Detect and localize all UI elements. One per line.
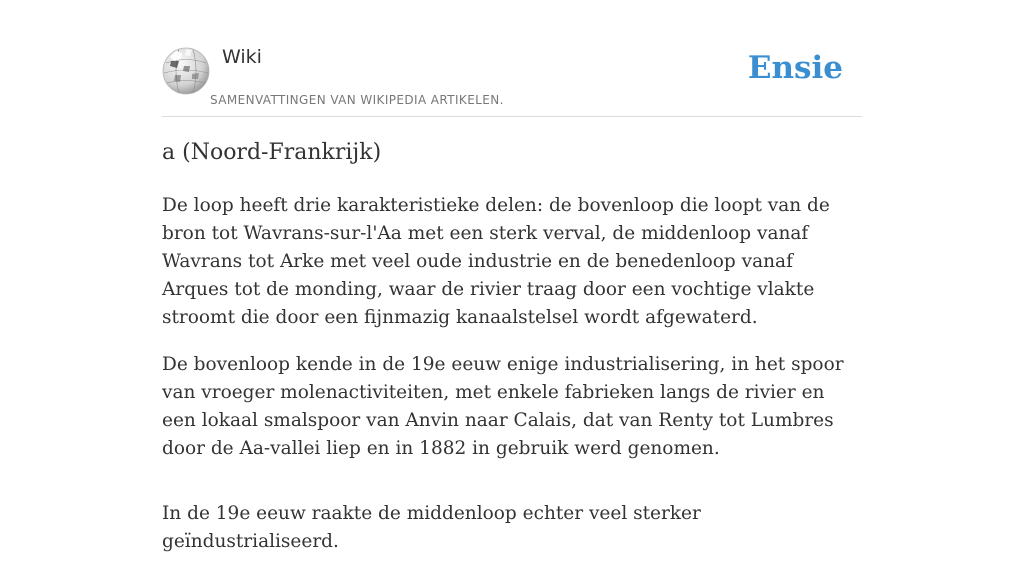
wiki-label[interactable]: Wiki bbox=[222, 46, 262, 68]
site-header bbox=[162, 40, 862, 117]
article-paragraph: De loop heeft drie karakteristieke delen: de bovenloop die loopt van de bron tot Wavrans-sur-l'Aa met een sterk verval, de middenloop vanaf Wavrans tot Arke met veel oude industrie en de benedenloop vanaf Arques tot de monding, waar de rivier traag door een vochtige vlakte stroomt die door een fijnmazig kanaalstelsel wordt afgewaterd. bbox=[162, 195, 830, 328]
wikipedia-globe-icon[interactable] bbox=[162, 47, 210, 95]
article-body bbox=[162, 192, 862, 575]
article-title: a (Noord-Frankrijk) bbox=[162, 140, 382, 165]
article-paragraph: In de 19e eeuw raakte de middenloop echter veel sterker geïndustrialiseerd. bbox=[162, 503, 701, 552]
article-paragraph: De bovenloop kende in de 19e eeuw enige industrialisering, in het spoor van vroeger molenactiviteiten, met enkele fabrieken langs de rivier en een lokaal smalspoor van Anvin naar Calais, dat van Renty tot Lumbres door de Aa-vallei liep en in 1882 in gebruik werd genomen. bbox=[162, 354, 844, 459]
site-tagline: SAMENVATTINGEN VAN WIKIPEDIA ARTIKELEN. bbox=[210, 93, 504, 107]
ensie-brand-link[interactable]: Ensie bbox=[747, 50, 843, 86]
